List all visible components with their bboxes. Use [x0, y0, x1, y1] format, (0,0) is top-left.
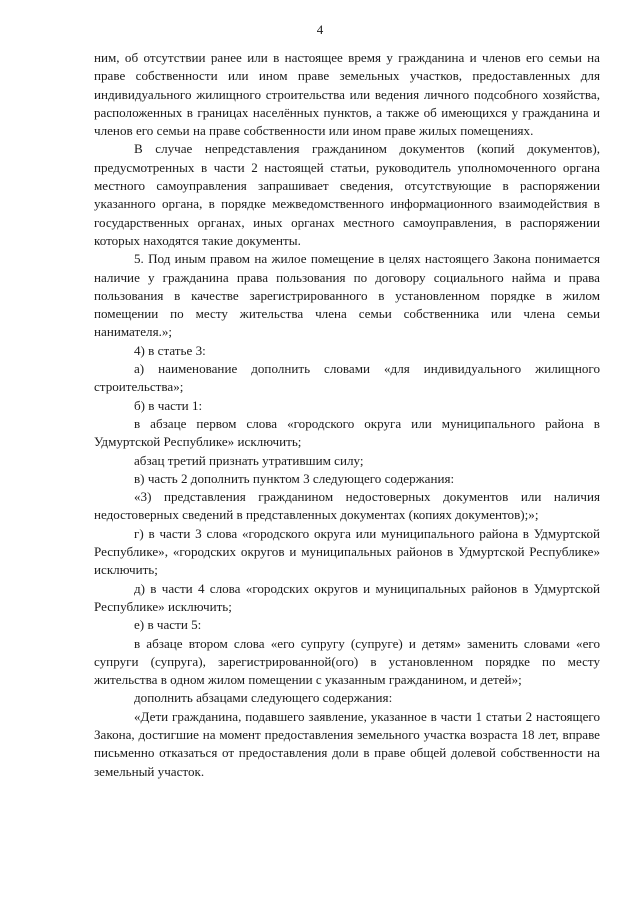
paragraph: 5. Под иным правом на жилое помещение в целях настоящего Закона понимается наличие у гражданина права пользования по договору социального найма и права пользования в качестве зарегистрированного в установленном порядке в жилом помещении по месту жительства члена семьи собственника или члена семьи нанимателя.»; — [94, 251, 600, 340]
paragraph: е) в части 5: — [134, 617, 202, 633]
paragraph: 4) в статье 3: — [134, 342, 206, 358]
paragraph: дополнить абзацами следующего содержания: — [134, 690, 393, 706]
paragraph: г) в части 3 слова «городского округа или муниципального района в Удмуртской Республике», «городских округов и муниципальных районов в Удмуртской Республике» исключить; — [94, 525, 600, 578]
paragraph: в абзаце первом слова «городского округа или муниципального района в Удмуртской Республике» исключить; — [94, 415, 600, 450]
paragraph: «Дети гражданина, подавшего заявление, указанное в части 1 статьи 2 настоящего Закона, достигшие на момент предоставления земельного участка возраста 18 лет, вправе письменно отказаться от предоставления доли в праве общей долевой собственности на земельный участок. — [94, 708, 600, 779]
paragraph: д) в части 4 слова «городских округов и муниципальных районов в Удмуртской Республике» исключить; — [94, 580, 600, 614]
page-number: 4 — [316, 22, 324, 37]
paragraph: В случае непредставления гражданином документов (копий документов), предусмотренных в части 2 настоящей статьи, руководитель уполномоченного органа местного самоуправления запрашивает сведения, отсутствующие в распоряжении указанного органа, в порядке межведомственного информационного взаимодействия в государственных органах, иных органах местного самоуправления, в распоряжении которых находятся такие документы. — [94, 141, 600, 248]
paragraph: в) часть 2 дополнить пунктом 3 следующего содержания: — [134, 470, 455, 486]
paragraph: в абзаце втором слова «его супругу (супруге) и детям» заменить словами «его супруги (супруга), зарегистрированной(ого) в установленном порядке по месту жительства в одном жилом помещении с указанным гражданином, и детей»; — [94, 635, 600, 688]
document-body — [94, 49, 600, 781]
paragraph: б) в части 1: — [134, 397, 203, 413]
paragraph: а) наименование дополнить словами «для индивидуального жилищного строительства»; — [94, 361, 600, 395]
paragraph: ним, об отсутствии ранее или в настоящее время у гражданина и членов его семьи на праве собственности или ином праве земельных участков, предоставленных для индивидуального жилищного строительства или ведения личного подсобного хозяйства, расположенных в границах населённых пунктов, а также об имеющихся у гражданина и членов его семьи на праве собственности или ином праве жилых помещениях. — [94, 50, 600, 139]
paragraph: «3) представления гражданином недостоверных документов или наличия недостоверных сведений в представленных документах (копиях документов);»; — [94, 489, 600, 523]
paragraph: абзац третий признать утратившим силу; — [134, 452, 364, 468]
